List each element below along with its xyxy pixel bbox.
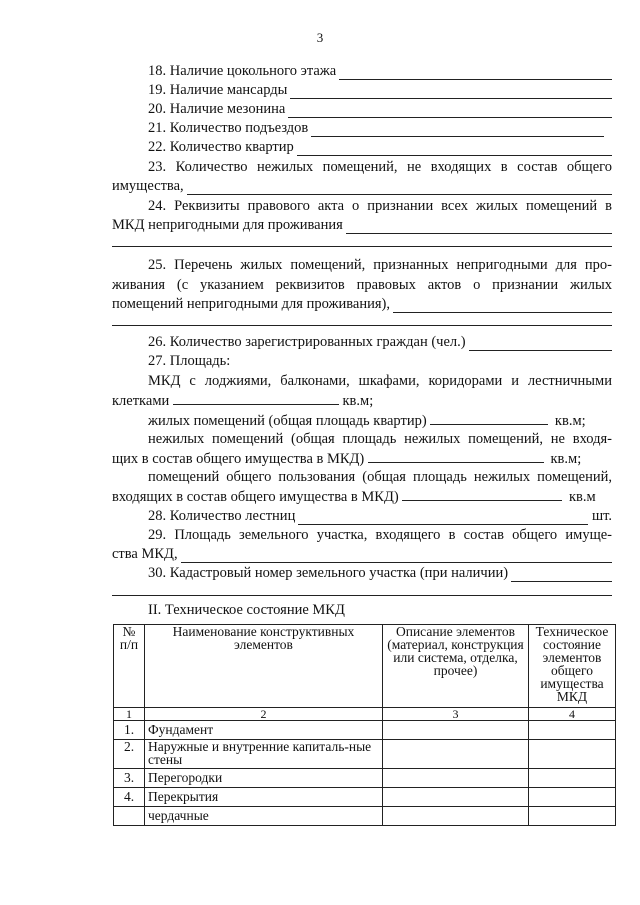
blank-entrances <box>311 123 604 137</box>
row-name: Перекрытия <box>145 788 383 807</box>
header-condition: Техническое состояние элементов общего имущества МКД <box>529 625 616 708</box>
unit-area-living: кв.м; <box>554 413 586 429</box>
unit-area-mkd: кв.м; <box>342 393 374 409</box>
field-attic <box>148 81 612 99</box>
field-apartments <box>148 138 612 156</box>
blank-attic <box>290 85 612 99</box>
blank-unfit-list <box>393 299 612 313</box>
row-num <box>114 807 145 826</box>
blank-land-area <box>181 549 612 563</box>
row-description <box>383 740 529 769</box>
field-unfit-list <box>112 295 612 313</box>
unit-area-common: кв.м <box>568 489 596 505</box>
label-nonresidential-a: 23. Количество нежилых помещений, не входящих в состав общего <box>148 159 612 175</box>
blank-registered-citizens <box>469 337 612 351</box>
label-unfit-list-b: живания (с указанием реквизитов правовых актов о признании жилых <box>112 277 612 293</box>
table-row <box>114 721 616 740</box>
label-legal-act-a: 24. Реквизиты правового акта о признании всех жилых помещений в <box>148 198 612 214</box>
tech-condition-table <box>113 624 616 826</box>
blank-mezzanine <box>288 104 612 118</box>
row-num: 3. <box>114 769 145 788</box>
label-area-common-a: помещений общего пользования (общая площадь нежилых помещений, <box>148 469 612 485</box>
row-condition <box>529 788 616 807</box>
label-mezzanine: 20. Наличие мезонина <box>148 101 286 117</box>
field-area-nonliving <box>112 449 612 467</box>
colnum-4: 4 <box>529 708 616 721</box>
blank-nonresidential <box>187 181 612 195</box>
blank-area-common <box>402 487 562 501</box>
row-description <box>383 769 529 788</box>
row-description <box>383 721 529 740</box>
table-row <box>114 740 616 769</box>
row-description <box>383 807 529 826</box>
label-apartments: 22. Количество квартир <box>148 139 294 155</box>
blank-unfit-list-line2 <box>112 325 612 326</box>
label-unfit-list-a: 25. Перечень жилых помещений, признанных непригодными для про- <box>148 257 612 273</box>
row-name: Перегородки <box>145 769 383 788</box>
blank-apartments <box>297 142 612 156</box>
label-land-area-a: 29. Площадь земельного участка, входящего в состав общего имуще- <box>148 527 612 543</box>
table-header-row <box>114 625 616 708</box>
row-condition <box>529 769 616 788</box>
table-row <box>114 788 616 807</box>
row-condition <box>529 721 616 740</box>
label-area-mkd-a: МКД с лоджиями, балконами, шкафами, коридорами и лестничными <box>148 373 612 389</box>
label-attic: 19. Наличие мансарды <box>148 82 288 98</box>
header-name: Наименование конструктивных элементов <box>145 625 383 708</box>
label-area: 27. Площадь: <box>148 353 231 369</box>
label-area-nonliving-a: нежилых помещений (общая площадь нежилых помещений, не входя- <box>148 431 612 447</box>
label-legal-act-b: МКД непригодными для проживания <box>112 217 343 233</box>
blank-stairs <box>298 511 588 525</box>
table-colnum-row <box>114 708 616 721</box>
colnum-2: 2 <box>145 708 383 721</box>
field-mezzanine <box>148 100 612 118</box>
table-row <box>114 807 616 826</box>
row-num: 1. <box>114 721 145 740</box>
field-land-area <box>112 545 612 563</box>
header-num: № п/п <box>114 625 145 708</box>
blank-area-mkd <box>173 391 339 405</box>
row-num: 4. <box>114 788 145 807</box>
field-area-mkd <box>112 391 612 409</box>
blank-legal-act <box>346 220 612 234</box>
label-area-common-b: входящих в состав общего имущества в МКД) <box>112 489 399 505</box>
section-title: II. Техническое состояние МКД <box>148 602 345 618</box>
field-entrances <box>148 119 604 137</box>
row-name: Наружные и внутренние капиталь-ные стены <box>145 740 383 769</box>
blank-cadastral <box>511 568 612 582</box>
label-stairs: 28. Количество лестниц <box>148 508 296 524</box>
unit-area-nonliving: кв.м; <box>550 451 582 467</box>
blank-legal-act-line2 <box>112 246 612 247</box>
label-area-living: жилых помещений (общая площадь квартир) <box>148 413 427 429</box>
row-condition <box>529 740 616 769</box>
header-description: Описание элементов (материал, конструкция или система, отделка, прочее) <box>383 625 529 708</box>
label-nonresidential-b: имущества, <box>112 178 184 194</box>
label-registered-citizens: 26. Количество зарегистрированных граждан (чел.) <box>148 334 466 350</box>
unit-stairs: шт. <box>591 508 612 524</box>
label-unfit-list-c: помещений непригодными для проживания), <box>112 296 390 312</box>
row-num: 2. <box>114 740 145 769</box>
row-name: Фундамент <box>145 721 383 740</box>
field-stairs <box>148 507 612 525</box>
label-cadastral: 30. Кадастровый номер земельного участка (при наличии) <box>148 565 509 581</box>
blank-area-living <box>430 411 548 425</box>
field-legal-act <box>112 216 612 234</box>
blank-basement <box>339 66 612 80</box>
label-basement: 18. Наличие цокольного этажа <box>148 63 337 79</box>
field-basement <box>148 62 612 80</box>
page-number: 3 <box>316 30 324 45</box>
row-name: чердачные <box>145 807 383 826</box>
label-area-nonliving-b: щих в состав общего имущества в МКД) <box>112 451 365 467</box>
field-registered-citizens <box>148 333 612 351</box>
label-entrances: 21. Количество подъездов <box>148 120 309 136</box>
colnum-1: 1 <box>114 708 145 721</box>
field-area-living <box>148 411 612 429</box>
colnum-3: 3 <box>383 708 529 721</box>
label-land-area-b: ства МКД, <box>112 546 178 562</box>
row-description <box>383 788 529 807</box>
field-nonresidential <box>112 177 612 195</box>
field-cadastral <box>148 564 612 582</box>
row-condition <box>529 807 616 826</box>
blank-area-nonliving <box>368 449 544 463</box>
label-area-mkd-b: клетками <box>112 393 170 409</box>
blank-cadastral-line2 <box>112 595 612 596</box>
table-row <box>114 769 616 788</box>
field-area-common <box>112 487 612 505</box>
